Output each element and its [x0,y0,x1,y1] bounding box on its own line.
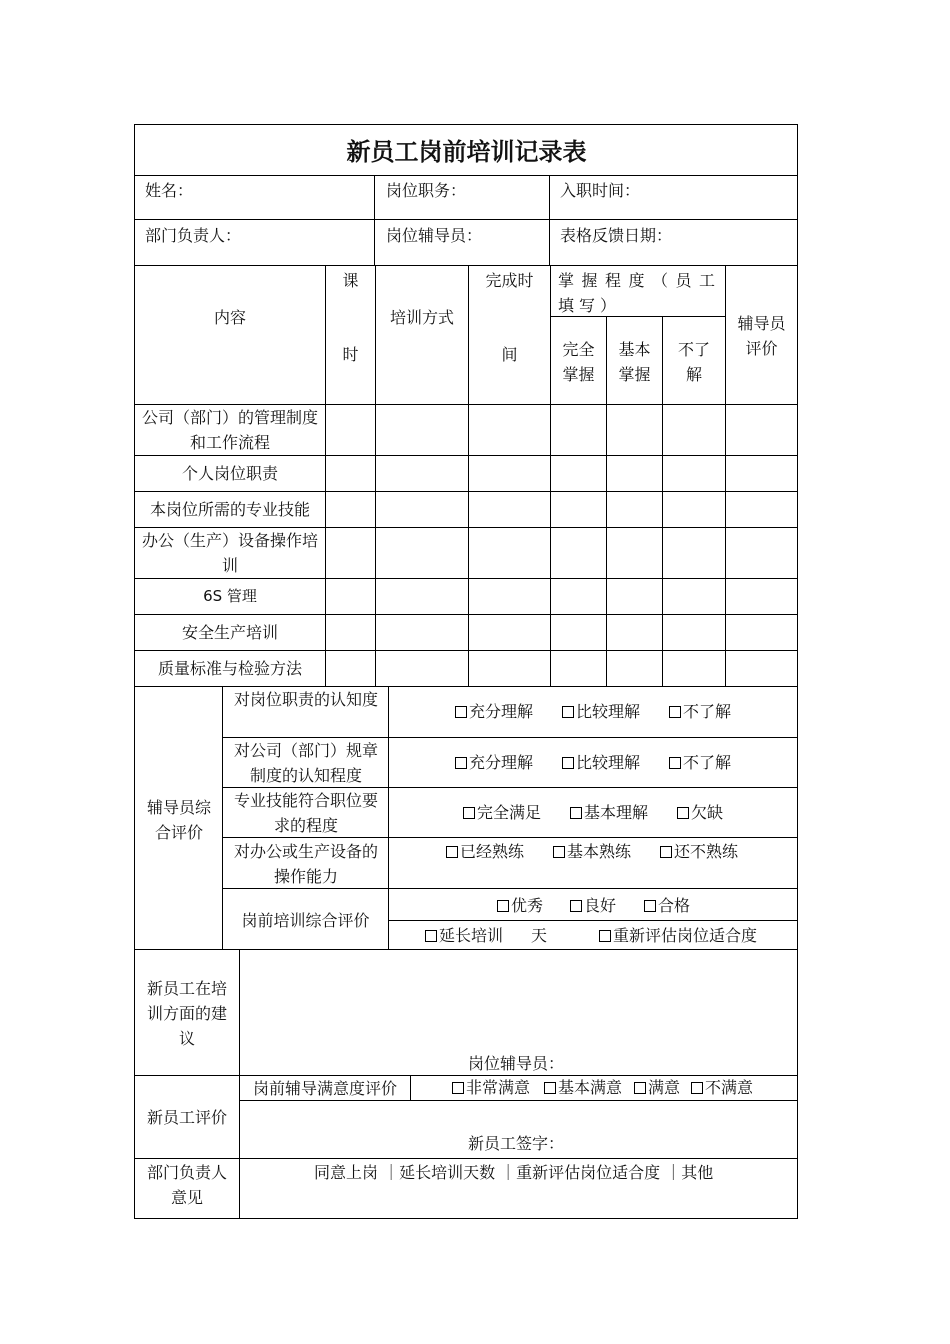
suggestion-label: 新员工在培训方面的建议 [146,979,227,1048]
eval-row-label: 对岗位职责的认知度 [233,690,378,709]
name-label: 姓名： [145,181,194,200]
col-basic-1: 基本 [618,340,651,359]
checkbox-icon[interactable] [660,846,672,858]
checkbox-icon[interactable] [644,900,656,912]
satisfaction-label: 岗前辅导满意度评价 [252,1079,397,1098]
dept-head-label: 部门负责人： [145,226,242,245]
col-full-1: 完全 [562,340,595,359]
checkbox-icon[interactable] [562,757,574,769]
col-mastery: 掌握程度（员工填写） [558,271,720,315]
eval-option[interactable]: 基本熟练 [553,841,631,863]
eval-option[interactable]: 已经熟练 [446,841,524,863]
item-row: 本岗位所需的专业技能 [149,500,310,519]
mentor-eval-label: 辅导员综合评价 [146,798,211,842]
suggestion-signer: 岗位辅导员： [468,1054,565,1073]
checkbox-icon[interactable] [677,807,689,819]
eval-option[interactable]: 不了解 [669,701,731,723]
overall-option[interactable]: 合格 [644,895,690,917]
eval-option[interactable]: 基本理解 [570,802,648,824]
checkbox-icon[interactable] [634,1082,646,1094]
eval-option[interactable]: 比较理解 [562,752,640,774]
checkbox-icon[interactable] [691,1082,703,1094]
item-row: 质量标准与检验方法 [157,659,302,678]
checkbox-icon[interactable] [669,706,681,718]
eval-option[interactable]: 充分理解 [455,701,533,723]
col-hours-1: 课 [342,271,359,290]
eval-option[interactable]: 比较理解 [562,701,640,723]
feedback-date-label: 表格反馈日期： [560,226,673,245]
checkbox-icon[interactable] [570,900,582,912]
overall-option[interactable]: 良好 [570,895,616,917]
item-row: 6S 管理 [203,587,257,605]
extend-training-option[interactable]: 延长培训 [425,925,503,947]
col-none-2: 解 [685,365,702,384]
checkbox-icon[interactable] [553,846,565,858]
eval-row-label: 对办公或生产设备的操作能力 [233,842,378,886]
satisfaction-option[interactable]: 满意 [634,1077,680,1099]
eval-row-label: 对公司（部门）规章制度的认知程度 [233,741,378,785]
satisfaction-option[interactable]: 不满意 [691,1077,753,1099]
mentor-label: 岗位辅导员： [386,226,483,245]
checkbox-icon[interactable] [669,757,681,769]
item-row: 公司（部门）的管理制度和工作流程 [142,408,319,452]
col-mentor-eval-2: 评价 [745,339,778,358]
col-basic-2: 掌握 [618,365,651,384]
col-done-2: 间 [501,345,518,364]
reassess-option[interactable]: 重新评估岗位适合度 [599,925,757,947]
checkbox-icon[interactable] [452,1082,464,1094]
checkbox-icon[interactable] [562,706,574,718]
satisfaction-option[interactable]: 非常满意 [452,1077,530,1099]
entry-date-label: 入职时间： [560,181,641,200]
eval-option[interactable]: 不了解 [669,752,731,774]
checkbox-icon[interactable] [544,1082,556,1094]
col-hours-2: 时 [342,345,359,364]
eval-row-label: 专业技能符合职位要求的程度 [233,791,378,835]
extend-days-unit: 天 [531,926,548,945]
col-done-1: 完成时 [485,271,534,290]
eval-option[interactable]: 充分理解 [455,752,533,774]
checkbox-icon[interactable] [497,900,509,912]
dept-opinion-label: 部门负责人意见 [146,1163,227,1207]
checkbox-icon[interactable] [570,807,582,819]
col-content: 内容 [213,308,246,327]
checkbox-icon[interactable] [455,757,467,769]
satisfaction-option[interactable]: 基本满意 [544,1077,622,1099]
employee-signer: 新员工签字： [468,1134,565,1153]
eval-option[interactable]: 还不熟练 [660,841,738,863]
eval-option[interactable]: 欠缺 [677,802,723,824]
employee-eval-label: 新员工评价 [146,1108,227,1127]
item-row: 办公（生产）设备操作培训 [142,531,319,575]
checkbox-icon[interactable] [599,930,611,942]
dept-opinion-options: 同意上岗 ｜延长培训天数 ｜重新评估岗位适合度 ｜其他 [314,1163,714,1182]
checkbox-icon[interactable] [463,807,475,819]
form-title: 新员工岗前培训记录表 [346,137,587,166]
item-row: 安全生产培训 [181,623,278,642]
position-label: 岗位职务： [386,181,467,200]
checkbox-icon[interactable] [455,706,467,718]
col-method: 培训方式 [389,308,454,327]
checkbox-icon[interactable] [446,846,458,858]
overall-option[interactable]: 优秀 [497,895,543,917]
col-full-2: 掌握 [562,365,595,384]
checkbox-icon[interactable] [425,930,437,942]
eval-option[interactable]: 完全满足 [463,802,541,824]
item-row: 个人岗位职责 [181,464,278,483]
col-none-1: 不了 [677,340,710,359]
col-mentor-eval-1: 辅导员 [737,314,786,333]
overall-eval-label: 岗前培训综合评价 [241,911,370,930]
